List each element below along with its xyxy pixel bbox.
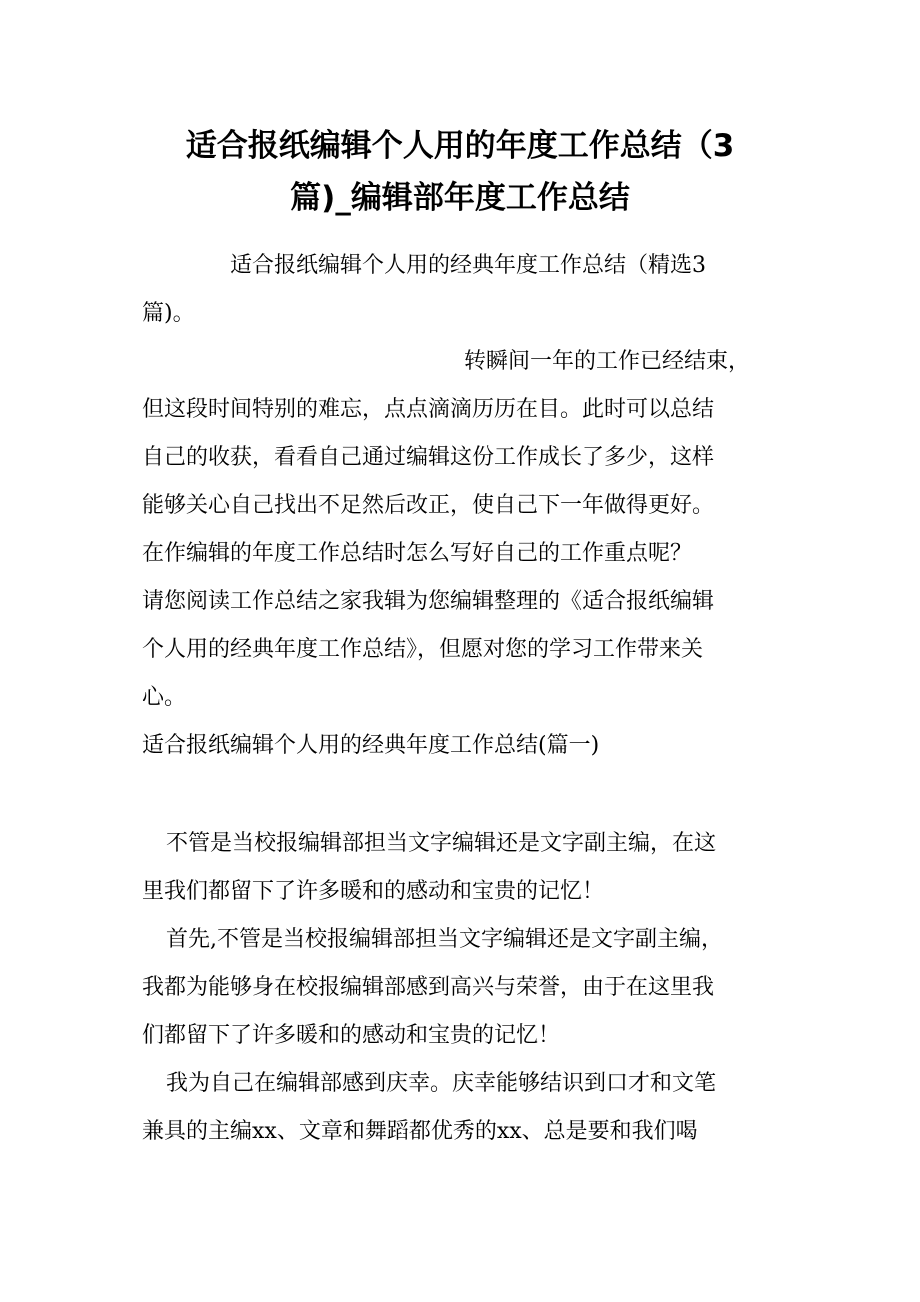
intro2-line-2: 但这段时间特别的难忘，点点滴滴历历在目。此时可以总结 [142, 397, 715, 422]
intro2-line-5: 在作编辑的年度工作总结时怎么写好自己的工作重点呢？ [142, 541, 693, 566]
para2-line-3: 们都留下了许多暖和的感动和宝贵的记忆！ [142, 1023, 561, 1048]
para3-line-1: 我为自己在编辑部感到庆幸。庆幸能够结识到口才和文笔 [166, 1071, 717, 1096]
intro2-line-4: 能够关心自己找出不足然后改正，使自己下一年做得更好。 [142, 493, 715, 518]
para2-line-1: 首先,不管是当校报编辑部担当文字编辑还是文字副主编， [166, 927, 723, 952]
intro2-line-8: 心。 [142, 685, 187, 710]
section-heading-text: 适合报纸编辑个人用的经典年度工作总结(篇一) [142, 733, 600, 758]
intro-paragraph-1 [142, 242, 792, 338]
intro2-line-1: 转瞬间一年的工作已经结束， [464, 349, 751, 374]
document-title [150, 120, 770, 224]
para1-line-2: 里我们都留下了许多暖和的感动和宝贵的记忆！ [142, 879, 605, 904]
para1-line-1: 不管是当校报编辑部担当文字编辑还是文字副主编，在这 [166, 831, 717, 856]
intro1-line-2: 篇)。 [142, 301, 195, 326]
intro2-line-3: 自己的收获，看看自己通过编辑这份工作成长了多少，这样 [142, 445, 715, 470]
intro2-line-7: 个人用的经典年度工作总结》，但愿对您的学习工作带来关 [142, 637, 704, 662]
para2-line-2: 我都为能够身在校报编辑部感到高兴与荣誉，由于在这里我 [142, 975, 715, 1000]
title-line-2: 篇)_编辑部年度工作总结 [290, 180, 630, 216]
intro1-line-1: 适合报纸编辑个人用的经典年度工作总结（精选3 [230, 253, 706, 278]
body-paragraph-1 [142, 820, 792, 916]
section-heading [142, 722, 792, 770]
title-line-1: 适合报纸编辑个人用的年度工作总结（3 [185, 128, 735, 164]
para3-line-2: 兼具的主编xx、文章和舞蹈都优秀的xx、总是要和我们喝 [142, 1119, 698, 1144]
body-paragraph-3 [142, 1060, 792, 1156]
body-paragraph-2 [142, 916, 792, 1060]
intro2-line-6: 请您阅读工作总结之家我辑为您编辑整理的《适合报纸编辑 [142, 589, 715, 614]
intro-paragraph-2 [142, 338, 792, 722]
